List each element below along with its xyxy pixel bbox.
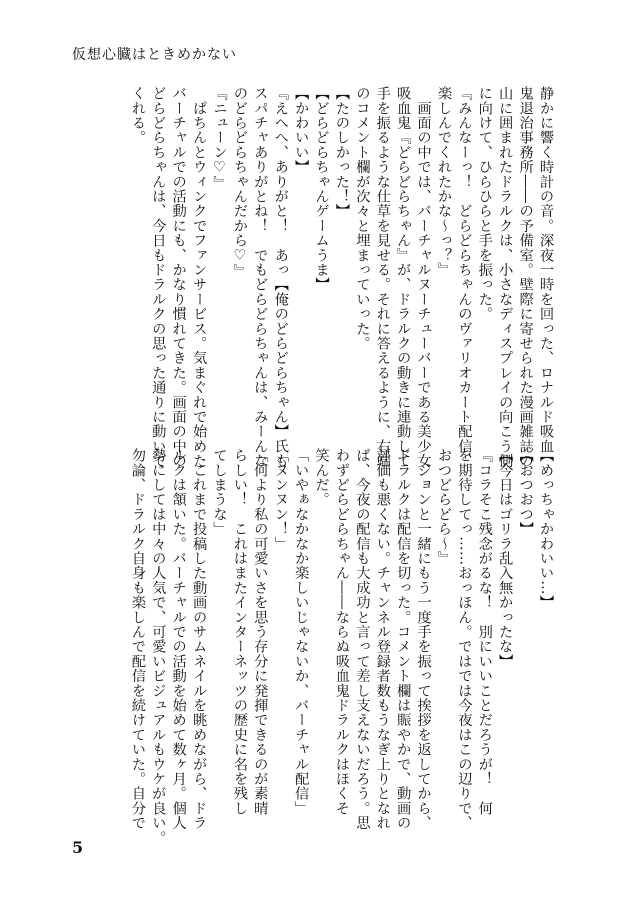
text-line: 画面の中では、バーチャルヌーチューバーである美少女 [415,86,432,469]
running-head: 仮想心臓はときめかない [72,47,237,63]
text-line: 『えへへ、ありがと！ あっ【俺のどらどらちゃん】氏も [272,86,289,469]
text-line: 勢にしては中々の人気で、可愛いビジュアルもウケが良い。 [150,448,167,845]
text-line: 楽しんでくれたかな～っ？』 [435,86,452,278]
text-line: 手を振るような仕草を見せる。それに答えるように、右端 [374,86,391,469]
upper-text-block [127,86,556,469]
text-line: 【今日はゴリラ乱入無かったな】 [497,448,514,669]
text-line: 【めっちゃかわいい…】 [538,448,554,610]
text-line: どらどらちゃんは、今日もドラルクの思った通りに動いて [150,86,167,469]
text-line: のコメント欄が次々と埋まっていった。 [354,86,371,351]
text-line: 『コラそこ残念がるな！ 別にいいことだろうが！ 何 [476,448,493,816]
text-line: 静かに響く時計の音。深夜一時を回った、ロナルド吸血 [538,86,554,454]
text-line: を期待してっ……おっほん。ではでは今夜はこの辺りで、 [456,448,473,831]
text-line: 評価も悪くない。チャンネル登録者数もうなぎ上りとなれ [374,448,391,831]
text-line: おつどらどら～』 [435,448,452,566]
page-number: 5 [72,838,84,857]
text-line: 鬼退治事務所――の予備室。壁際に寄せられた漫画雑誌の [517,86,534,469]
text-line: ジョンと一緒にもう一度手を振って挨拶を返してから、 [415,448,432,831]
text-line: ルクは頷いた。バーチャルでの活動を始めて数ヶ月。個人 [170,448,187,831]
text-line: 「ヌンヌン！」 [272,448,289,551]
text-line: 勿論、ドラルク自身も楽しんで配信を続けていた。自分で [129,448,146,831]
text-line: に向けて、ひらひらと手を振った。 [476,86,493,322]
text-line: スパチャありがとね！ でもどらどらちゃんは、みーんな [252,86,269,469]
lower-text-block [127,448,556,845]
text-line: らしい！ これはまたインターネッツの歴史に名を残し [231,448,248,816]
text-line: 「何より私の可愛いさを思う存分に発揮できるのが素晴 [252,448,269,816]
text-line: 【かわいい】 [293,86,310,175]
text-line: 【たのしかった！】 [333,86,350,219]
text-line: ば、今夜の配信も大成功と言って差し支えないだろう。思 [354,448,371,831]
text-line: のどらどらちゃんだから♡』 [231,86,248,279]
text-line: 『みんなーっ！ どらどらちゃんのヴァリオカート配信、 [456,86,473,469]
text-line: てしまうな」 [211,448,228,537]
text-line: 【おつおつ】 [517,448,534,537]
text-line: 吸血鬼『どらどらちゃん』が、ドラルクの動きに連動して [395,86,412,469]
text-line: ぱちんとウィンクでファンサービス。気まぐれで始めた [191,86,208,469]
text-line: 山に囲まれたドラルクは、小さなディスプレイの向こう側 [497,86,514,469]
text-line: ドラルクは配信を切った。コメント欄は賑やかで、動画の [395,448,412,831]
text-line: 【どらどらちゃんゲームうま】 [313,86,330,292]
text-line: 「いやぁなかなか楽しいじゃないか、バーチャル配信」 [293,448,310,816]
text-line: 『ニューン♡』 [211,86,228,191]
text-line: わずどらどらちゃん――ならぬ吸血鬼ドラルクはほくそ [333,448,350,816]
text-line: バーチャルでの活動にも、かなり慣れてきた。画面の中の [170,86,187,469]
text-line: これまで投稿した動画のサムネイルを眺めながら、ドラ [191,448,208,831]
text-line: 笑んだ。 [313,448,330,507]
text-line: くれる。 [129,86,146,145]
